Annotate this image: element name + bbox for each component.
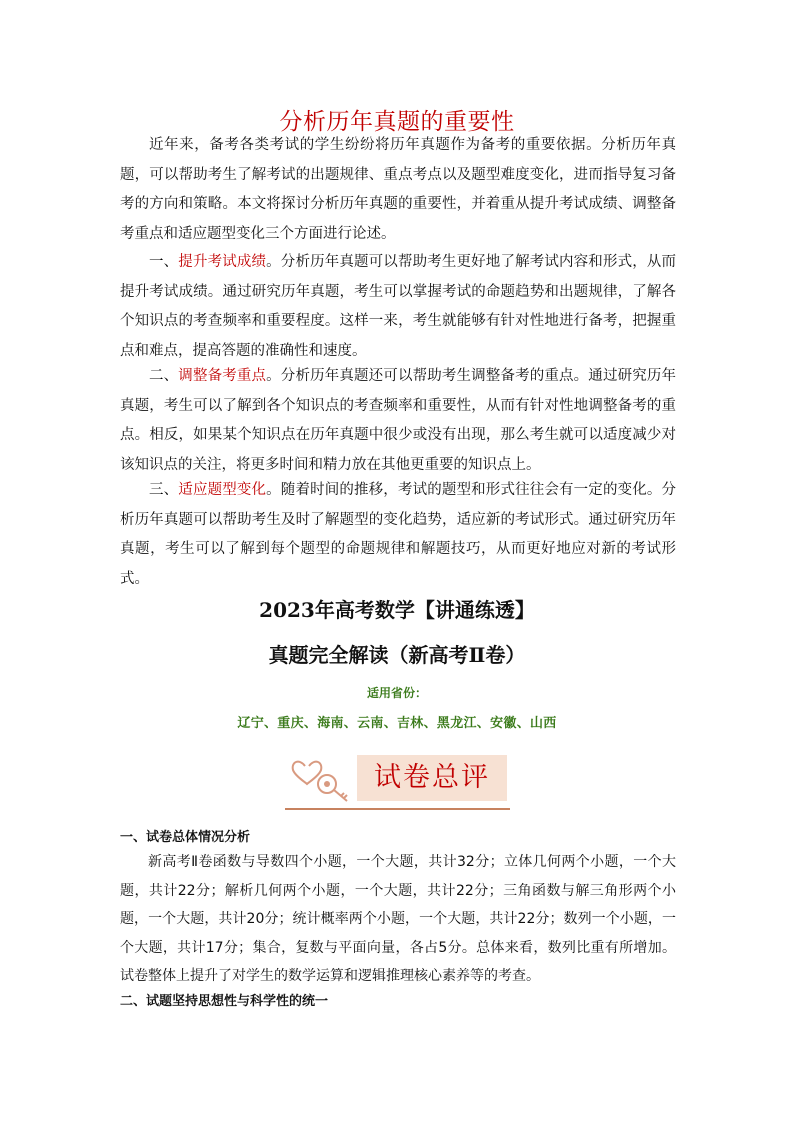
banner-underline	[285, 808, 510, 810]
point-improve-scores	[120, 248, 676, 366]
point-adapt-question-types	[120, 476, 676, 594]
main-title-line2: 真题完全解读（新高考Ⅱ卷）	[268, 643, 526, 667]
section-heading-overview: 一、试卷总体情况分析	[120, 830, 251, 845]
point-keyword: 提升考试成绩	[178, 254, 267, 270]
section-heading-thought-science: 二、试题坚持思想性与科学性的统一	[120, 994, 329, 1009]
point-text: 。分析历年真题可以帮助考生更好地了解考试内容和形式，从而提升考试成绩。通过研究历年真题，考生可以掌握考试的命题趋势和出题规律，了解各个知识点的考查频率和重要程度。这样一来，考生就能够有针对性地进行备考，把握重点和难点，提高答题的准确性和速度。	[120, 254, 677, 359]
intro-title: 分析历年真题的重要性	[279, 109, 515, 135]
point-adjust-focus	[120, 362, 676, 480]
provinces-list: 辽宁、重庆、海南、云南、吉林、黑龙江、安徽、山西	[237, 716, 557, 731]
point-number: 二、	[149, 368, 179, 384]
overview-paragraph: 新高考Ⅱ卷函数与导数四个小题，一个大题，共计32分；立体几何两个小题，一个大题，共计22分；解析几何两个小题，一个大题，共计22分；三角函数与解三角形两个小题，一个大题，共计20分；统计概率两个小题，一个大题，共计22分；数列一个小题，一个大题，共计17分；集合，复数与平面向量，各占5分。总体来看，数列比重有所增加。试卷整体上提升了对学生的数学运算和逻辑推理核心素养等的考查。	[120, 854, 676, 984]
point-number: 三、	[149, 482, 179, 498]
provinces-label: 适用省份：	[366, 686, 427, 700]
point-keyword: 适应题型变化	[178, 482, 267, 498]
section-banner	[285, 752, 510, 810]
heart-key-icon	[289, 754, 353, 806]
intro-paragraph: 近年来，备考各类考试的学生纷纷将历年真题作为备考的重要依据。分析历年真题，可以帮助考生了解考试的出题规律、重点考点以及题型难度变化，进而指导复习备考的方向和策略。本文将探讨分析历年真题的重要性，并着重从提升考试成绩、调整备考重点和适应题型变化三个方面进行论述。	[120, 137, 676, 242]
point-keyword: 调整备考重点	[178, 368, 267, 384]
point-number: 一、	[149, 254, 179, 270]
banner-label: 试卷总评	[374, 762, 490, 793]
point-text: 。随着时间的推移，考试的题型和形式往往会有一定的变化。分析历年真题可以帮助考生及时了解题型的变化趋势，适应新的考试形式。通过研究历年真题，考生可以了解到每个题型的命题规律和解题技巧，从而更好地应对新的考试形式。	[120, 482, 677, 587]
main-title-line1: 2023年高考数学【讲通练透】	[259, 598, 535, 622]
point-text: 。分析历年真题还可以帮助考生调整备考的重点。通过研究历年真题，考生可以了解到各个知识点的考查频率和重要性，从而有针对性地调整备考的重点。相反，如果某个知识点在历年真题中很少或没有出现，那么考生就可以适度减少对该知识点的关注，将更多时间和精力放在其他更重要的知识点上。	[120, 368, 677, 473]
